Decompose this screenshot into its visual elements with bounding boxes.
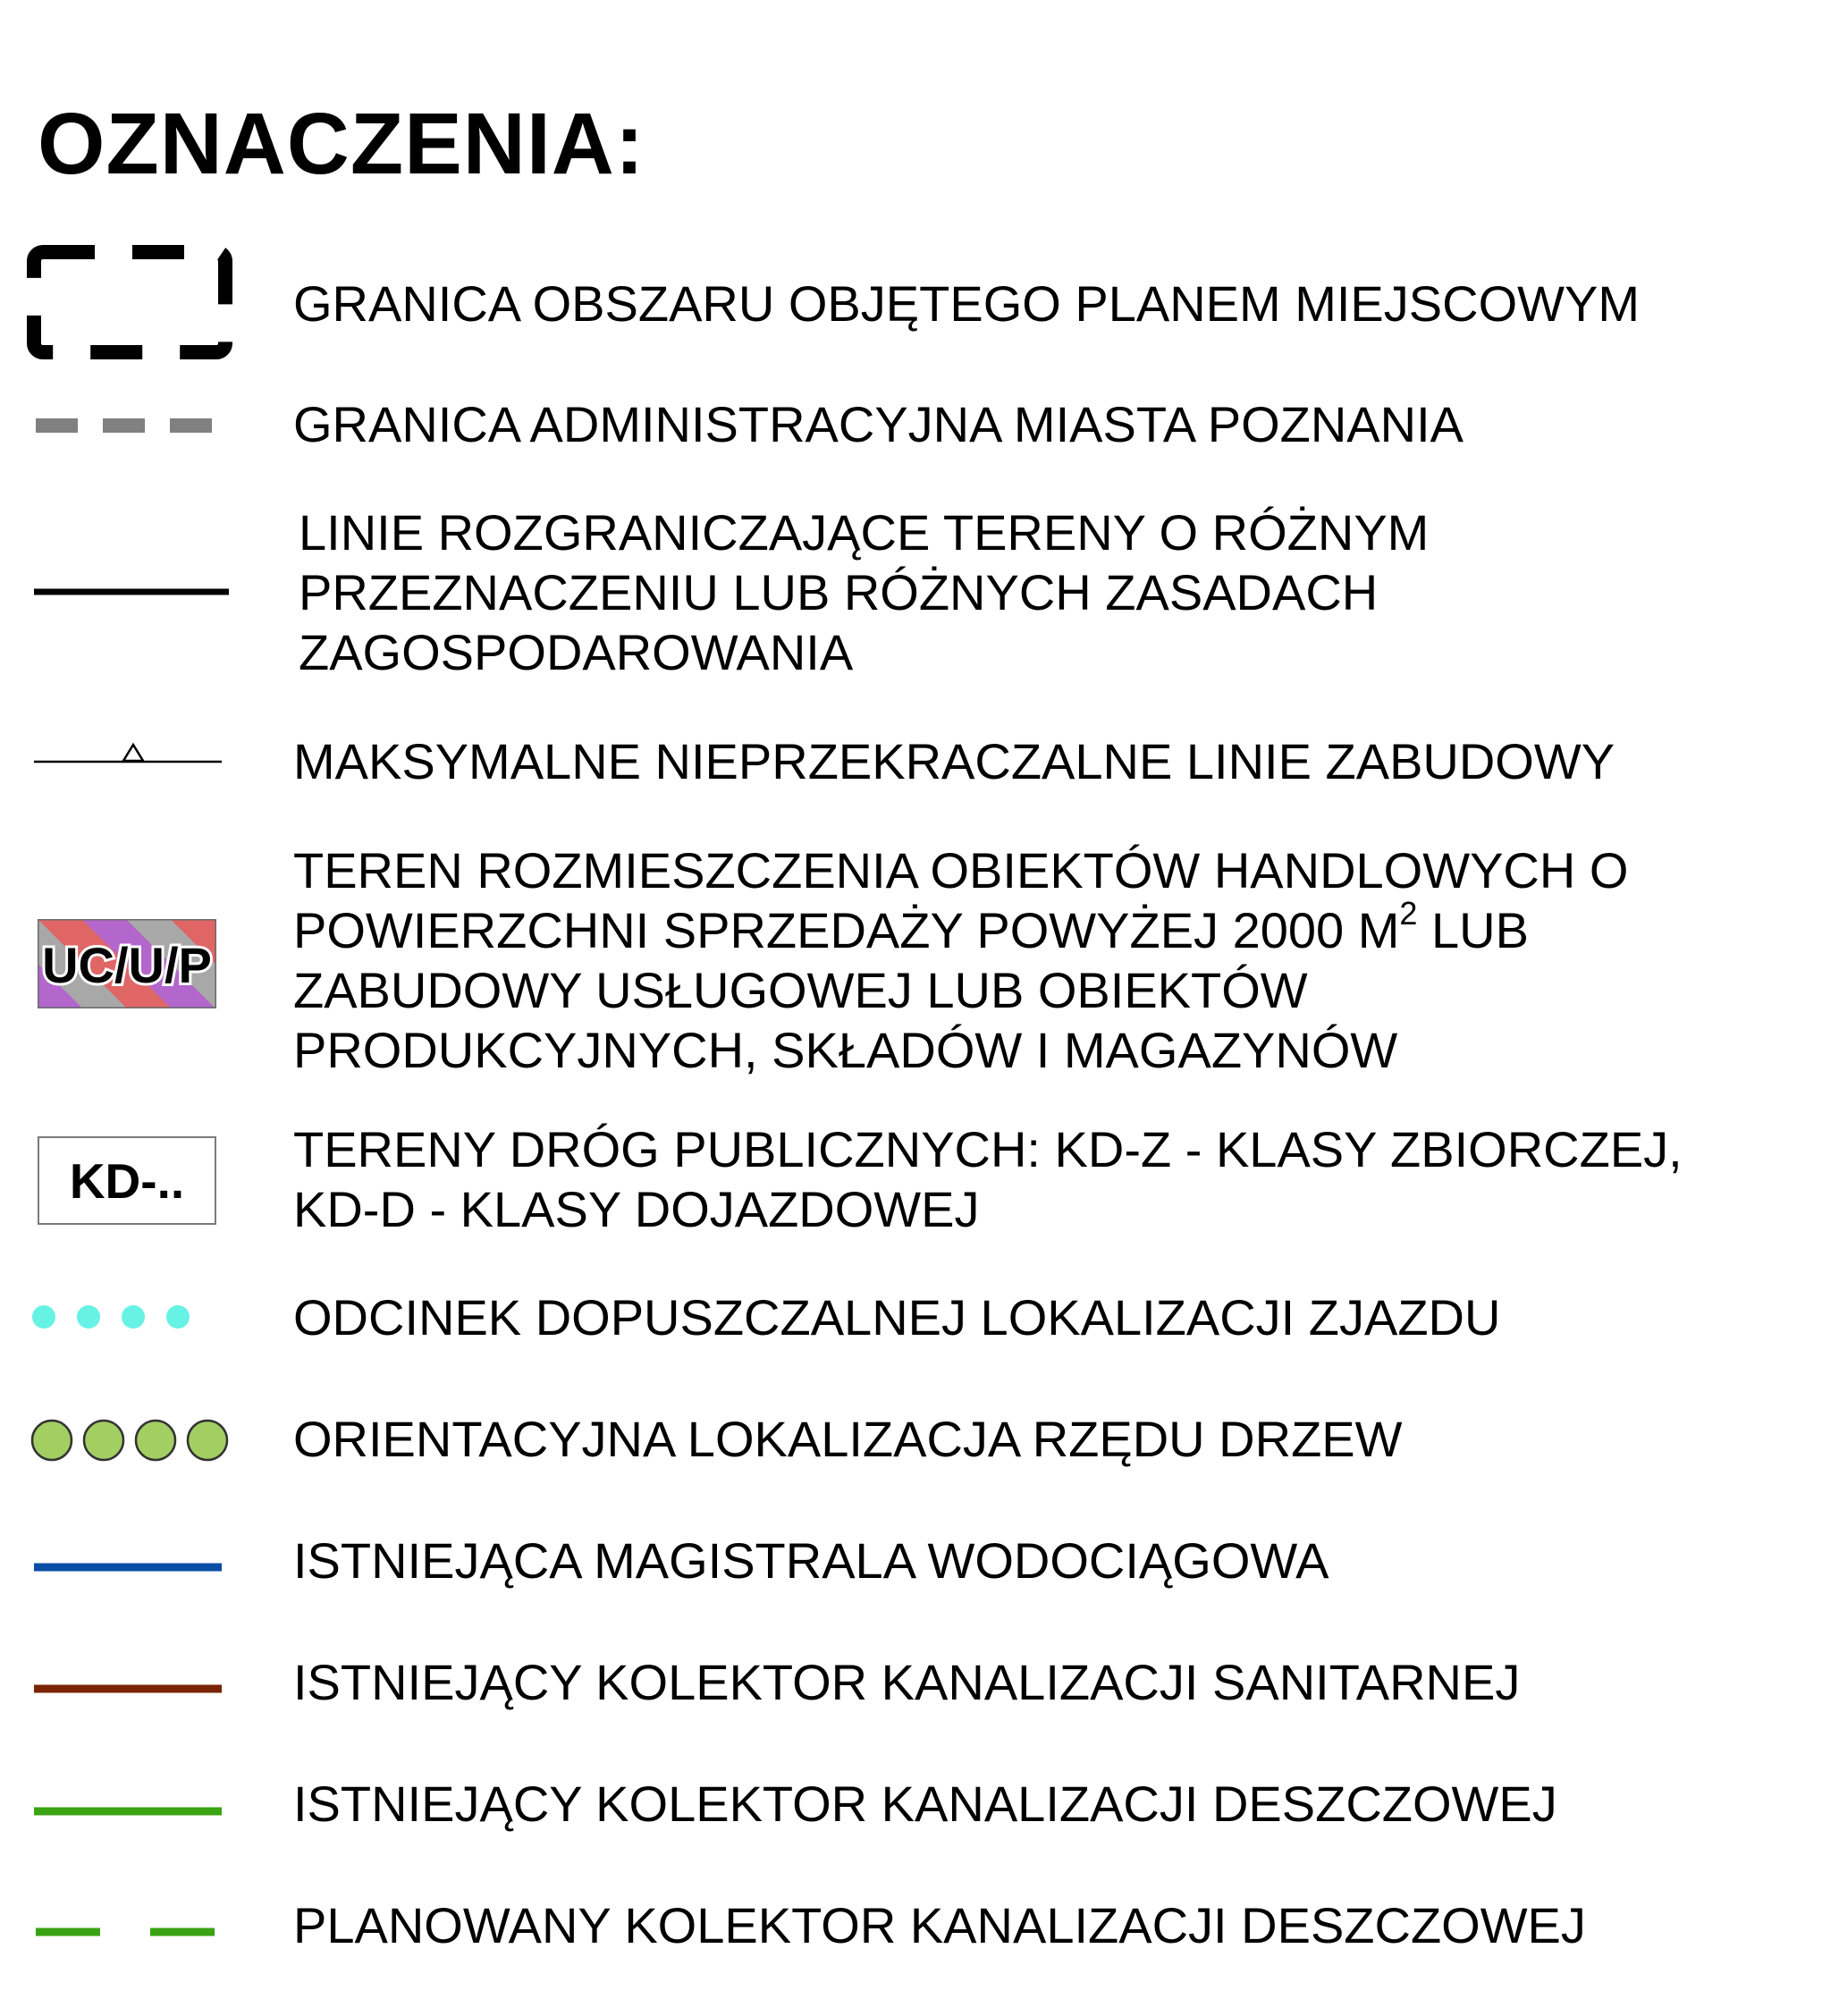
legend-label-demarcation: LINIE ROZGRANICZAJĄCE TERENY O RÓŻNYM PRZEZNACZENIU LUB RÓŻNYCH ZASADACH ZAGOSPODAROWANIA — [299, 504, 1430, 680]
legend-label-building-lines: MAKSYMALNE NIEPRZEKRACZALNE LINIE ZABUDOWY — [293, 733, 1615, 789]
road-symbol-label: KD-.. — [69, 1152, 185, 1209]
cyan-dots-icon — [30, 1303, 200, 1330]
legend-label-public-roads: TERENY DRÓG PUBLICZNYCH: KD-Z - KLASY ZBIORCZEJ, KD-D - KLASY DOJAZDOWEJ — [293, 1121, 1683, 1237]
legend-label-plan-boundary: GRANICA OBSZARU OBJĘTEGO PLANEM MIEJSCOWYM — [293, 275, 1640, 332]
legend-label-tree-row: ORIENTACYJNA LOKALIZACJA RZĘDU DRZEW — [293, 1411, 1403, 1467]
plan-boundary-dashed-frame-icon — [27, 245, 232, 361]
legend-label-driveway-section: ODCINEK DOPUSZCZALNEJ LOKALIZACJI ZJAZDU — [293, 1289, 1501, 1345]
legend-label-storm-sewer: ISTNIEJĄCY KOLEKTOR KANALIZACJI DESZCZOWEJ — [293, 1776, 1557, 1832]
demarcation-solid-line-icon — [34, 585, 229, 599]
uc-u-p-symbol-label: UC/U/P — [42, 937, 212, 993]
legend-label-water-main: ISTNIEJĄCA MAGISTRALA WODOCIĄGOWA — [293, 1532, 1329, 1589]
green-dashed-line-icon — [36, 1925, 219, 1939]
green-line-icon — [34, 1804, 222, 1818]
legend-label-commercial-area: TEREN ROZMIESZCZENIA OBIEKTÓW HANDLOWYCH O POWIERZCHNI SPRZEDAŻY POWYŻEJ 2000 $M^2$ LUB ZABUDOWY USŁUGOWEJ LUB OBIEKTÓW PRODUKCYJNYCH, SKŁADÓW I MAGAZYNÓW — [293, 842, 1629, 1078]
city-boundary-gray-dashed-line-icon — [36, 417, 215, 434]
road-label-box-icon — [38, 1136, 216, 1225]
legend-title: OZNACZENIA: — [38, 95, 645, 192]
brown-line-icon — [34, 1682, 222, 1696]
building-line-triangle-icon — [34, 740, 222, 767]
uc-u-p-striped-box-icon — [38, 919, 216, 1008]
blue-line-icon — [34, 1560, 222, 1574]
legend-label-planned-storm-sewer: PLANOWANY KOLEKTOR KANALIZACJI DESZCZOWEJ — [293, 1897, 1586, 1953]
legend-label-sanitary-sewer: ISTNIEJĄCY KOLEKTOR KANALIZACJI SANITARNEJ — [293, 1654, 1521, 1710]
legend-label-city-boundary: GRANICA ADMINISTRACYJNA MIASTA POZNANIA — [293, 396, 1464, 452]
tree-row-circles-icon — [29, 1415, 231, 1465]
